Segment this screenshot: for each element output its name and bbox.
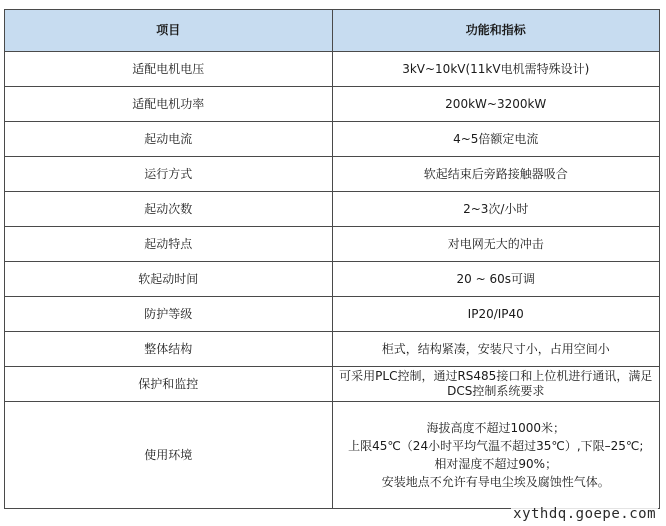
environment-line: 海拔高度不超过1000米；: [426, 421, 566, 435]
watermark-text: xythdq.goepe.com: [513, 506, 656, 522]
row-spec-multiline: [332, 402, 660, 509]
row-item: 防护等级: [5, 297, 333, 332]
row-item: 适配电机电压: [5, 52, 333, 87]
environment-line: 相对湿度不超过90%；: [434, 457, 558, 471]
row-spec: 2~3次/小时: [332, 192, 660, 227]
row-item: 运行方式: [5, 157, 333, 192]
header-item: 项目: [5, 10, 333, 52]
row-spec: IP20/IP40: [332, 297, 660, 332]
table-row: [5, 332, 660, 367]
table-row: [5, 52, 660, 87]
row-item: 整体结构: [5, 332, 333, 367]
table-row: [5, 367, 660, 402]
table-row: [5, 227, 660, 262]
table-row: [5, 402, 660, 509]
header-spec: 功能和指标: [332, 10, 660, 52]
row-item: 使用环境: [5, 402, 333, 509]
table-row: [5, 192, 660, 227]
row-spec: 可采用PLC控制，通过RS485接口和上位机进行通讯，满足DCS控制系统要求: [332, 367, 660, 402]
row-spec: 柜式，结构紧凑，安装尺寸小，占用空间小: [332, 332, 660, 367]
table-header-row: [5, 10, 660, 52]
spec-table: [4, 9, 660, 509]
environment-line: 安装地点不允许有导电尘埃及腐蚀性气体。: [381, 475, 610, 489]
table-row: [5, 157, 660, 192]
row-item: 起动特点: [5, 227, 333, 262]
row-spec: 对电网无大的冲击: [332, 227, 660, 262]
row-spec: 20 ~ 60s可调: [332, 262, 660, 297]
row-item: 软起动时间: [5, 262, 333, 297]
environment-line: 上限45℃（24小时平均气温不超过35℃）,下限–25℃;: [348, 439, 644, 453]
row-spec: 4~5倍额定电流: [332, 122, 660, 157]
table-row: [5, 122, 660, 157]
table-row: [5, 262, 660, 297]
row-item: 起动电流: [5, 122, 333, 157]
row-item: 保护和监控: [5, 367, 333, 402]
row-spec: 3kV~10kV(11kV电机需特殊设计): [332, 52, 660, 87]
table-row: [5, 297, 660, 332]
table-row: [5, 87, 660, 122]
row-spec: 200kW~3200kW: [332, 87, 660, 122]
row-item: 起动次数: [5, 192, 333, 227]
row-item: 适配电机功率: [5, 87, 333, 122]
row-spec: 软起结束后旁路接触器吸合: [332, 157, 660, 192]
